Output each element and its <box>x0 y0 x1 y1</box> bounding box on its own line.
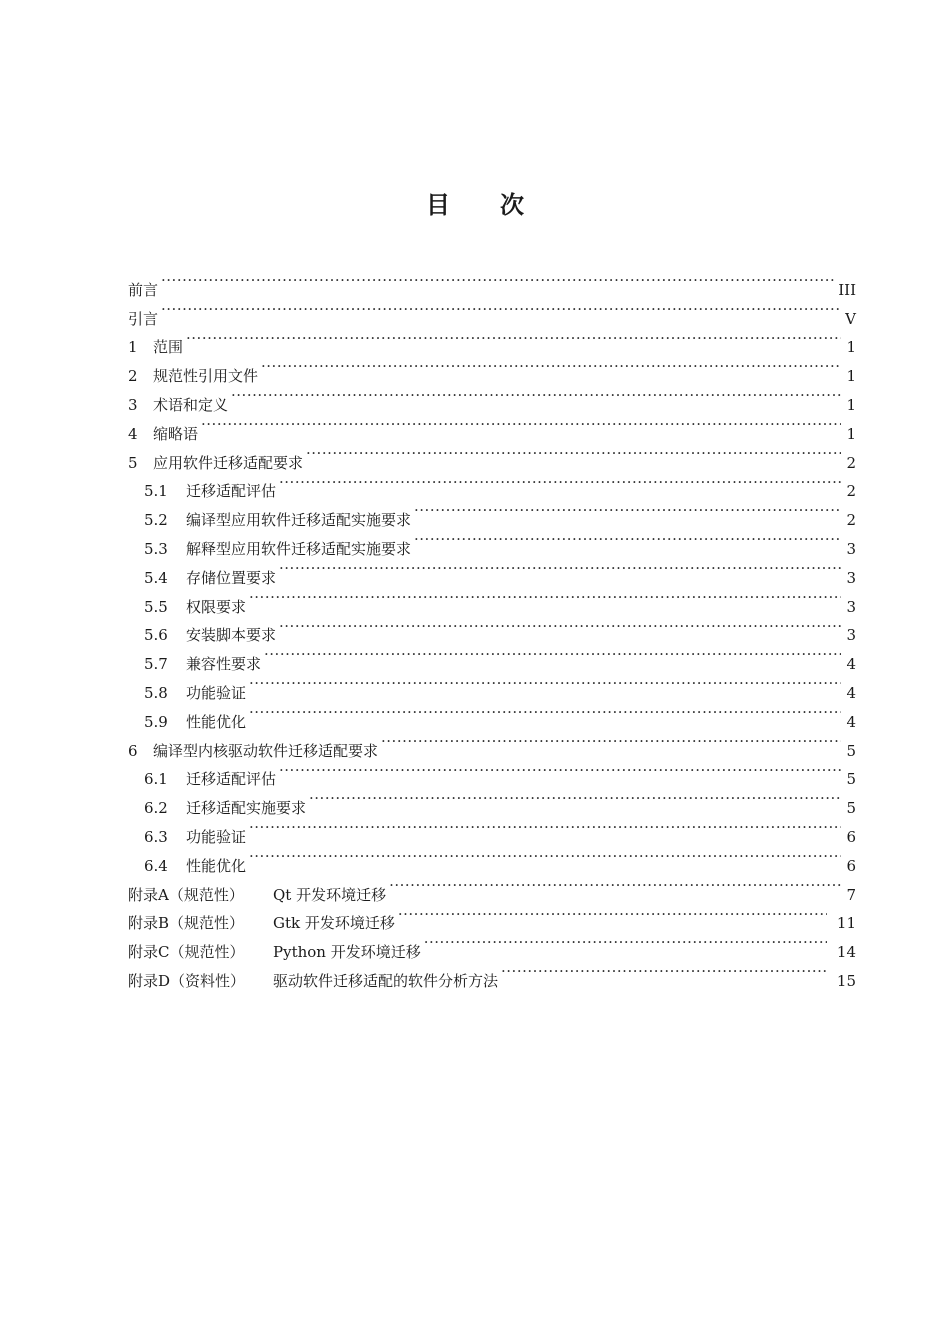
toc-entry-label: 范围 <box>153 338 184 357</box>
toc-entry-page: 15 <box>836 971 856 990</box>
toc-entry[interactable] <box>128 266 856 299</box>
toc-leader-dots <box>264 640 841 669</box>
toc-entry[interactable] <box>128 295 856 328</box>
toc-entry-label: 迁移适配实施要求 <box>186 799 307 818</box>
toc-entry-number: 2 <box>128 367 138 386</box>
page-title <box>0 185 950 220</box>
toc-leader-dots <box>424 928 827 957</box>
toc-leader-dots <box>398 900 827 929</box>
toc-entry-number: 5.7 <box>144 655 168 674</box>
toc-leader-dots <box>279 612 841 641</box>
toc-entry[interactable] <box>128 410 856 443</box>
toc-entry-number: 5.5 <box>144 597 168 616</box>
toc-entry-number: 5.1 <box>144 482 168 501</box>
toc-entry-number: 附录D（资料性） <box>128 971 246 990</box>
toc-entry-page: 6 <box>846 856 856 875</box>
toc-entry[interactable] <box>128 439 856 472</box>
toc-entry-number: 5.6 <box>144 626 168 645</box>
toc-entry-page: III <box>838 280 856 299</box>
toc-entry-label: 缩略语 <box>153 424 199 443</box>
toc-leader-dots <box>161 295 841 324</box>
toc-entry-label: 驱动软件迁移适配的软件分析方法 <box>273 971 499 990</box>
toc-entry-number: 5.8 <box>144 683 168 702</box>
toc-leader-dots <box>201 410 841 439</box>
toc-leader-dots <box>231 381 841 410</box>
toc-entry-number: 附录B（规范性） <box>128 914 245 933</box>
toc-entry-label: 编译型内核驱动软件迁移适配要求 <box>153 741 379 760</box>
toc-entry[interactable] <box>128 324 856 357</box>
toc-entry-page: 1 <box>846 367 856 386</box>
toc-entry-number: 5.3 <box>144 539 168 558</box>
toc-entry-label: 安装脚本要求 <box>186 626 277 645</box>
toc-entry-label: 性能优化 <box>186 856 247 875</box>
toc-entry-page: 14 <box>836 943 856 962</box>
toc-entry-number: 5.4 <box>144 568 168 587</box>
toc-leader-dots <box>306 439 841 468</box>
toc-leader-dots <box>501 957 827 986</box>
toc-entry-page: 3 <box>846 597 856 616</box>
toc-entry-label: 引言 <box>128 309 159 328</box>
toc-entry-label: 解释型应用软件迁移适配实施要求 <box>186 539 412 558</box>
toc-leader-dots <box>261 352 841 381</box>
toc-leader-dots <box>249 669 841 698</box>
toc-entry-page: 5 <box>846 741 856 760</box>
toc-entry-label: 性能优化 <box>186 712 247 731</box>
toc-entry-page: 1 <box>846 395 856 414</box>
toc-entry-number: 5.2 <box>144 511 168 530</box>
toc-entry-page: 2 <box>846 511 856 530</box>
toc-entry-label: 迁移适配评估 <box>186 770 277 789</box>
toc-entry-page: 3 <box>846 568 856 587</box>
toc-entry-page: 4 <box>846 683 856 702</box>
toc-leader-dots <box>279 554 841 583</box>
toc-entry-page: 4 <box>846 712 856 731</box>
page-title-right: 次 <box>500 191 524 219</box>
toc-entry-label: 功能验证 <box>186 683 247 702</box>
toc-entry-number: 附录C（规范性） <box>128 943 245 962</box>
toc-entry-number: 6.2 <box>144 799 168 818</box>
toc-entry-page: 3 <box>846 626 856 645</box>
toc-entry-page: 11 <box>836 914 856 933</box>
toc-leader-dots <box>381 727 841 756</box>
toc-entry-page: 4 <box>846 655 856 674</box>
toc-entry-label: Python 开发环境迁移 <box>273 943 421 962</box>
toc-entry-page: 5 <box>846 799 856 818</box>
toc-leader-dots <box>309 784 841 813</box>
toc-entry-page: 1 <box>846 338 856 357</box>
toc-leader-dots <box>161 266 835 295</box>
toc-entry-label: 存储位置要求 <box>186 568 277 587</box>
toc-entry-label: 应用软件迁移适配要求 <box>153 453 304 472</box>
toc-entry-page: 7 <box>846 885 856 904</box>
toc-entry-label: Qt 开发环境迁移 <box>273 885 387 904</box>
toc-entry-number: 4 <box>128 424 138 443</box>
toc-entry-number: 3 <box>128 395 138 414</box>
toc-entry[interactable] <box>128 352 856 386</box>
toc-leader-dots <box>279 468 841 497</box>
toc-leader-dots <box>186 324 841 353</box>
toc-entry-number: 5 <box>128 453 138 472</box>
toc-entry-label: 功能验证 <box>186 827 247 846</box>
toc-leader-dots <box>249 813 841 842</box>
toc-leader-dots <box>414 525 841 554</box>
toc-entry-page: 3 <box>846 539 856 558</box>
toc-entry-page: 6 <box>846 827 856 846</box>
toc-entry-label: Gtk 开发环境迁移 <box>273 914 395 933</box>
toc-entry-number: 6.3 <box>144 827 168 846</box>
toc-entry-number: 5.9 <box>144 712 168 731</box>
toc-entry-number: 6 <box>128 741 138 760</box>
toc-entry-label: 权限要求 <box>186 597 247 616</box>
toc-entry-page: V <box>845 309 856 328</box>
toc-entry-page: 5 <box>846 770 856 789</box>
toc-leader-dots <box>249 583 841 612</box>
toc-entry[interactable] <box>128 381 856 414</box>
toc-entry-label: 规范性引用文件 <box>153 367 259 386</box>
toc-entry-label: 兼容性要求 <box>186 655 262 674</box>
toc-entry-number: 附录A（规范性） <box>128 885 244 904</box>
toc-entry-number: 1 <box>128 338 138 357</box>
toc-entry-label: 前言 <box>128 280 159 299</box>
toc-entry-label: 术语和定义 <box>153 395 229 414</box>
toc-entry-page: 1 <box>846 424 856 443</box>
toc-leader-dots <box>249 698 841 727</box>
toc-entry-number: 6.4 <box>144 856 168 875</box>
page-title-left: 目 <box>426 191 450 219</box>
toc-entry-number: 6.1 <box>144 770 168 789</box>
toc-leader-dots <box>279 756 841 785</box>
toc-entry-page: 2 <box>846 482 856 501</box>
toc-leader-dots <box>389 871 841 900</box>
toc-entry-label: 迁移适配评估 <box>186 482 277 501</box>
toc-entry-label: 编译型应用软件迁移适配实施要求 <box>186 511 412 530</box>
toc-leader-dots <box>414 496 841 525</box>
toc-leader-dots <box>249 842 841 871</box>
toc-entry-page: 2 <box>846 453 856 472</box>
table-of-contents <box>128 266 856 990</box>
